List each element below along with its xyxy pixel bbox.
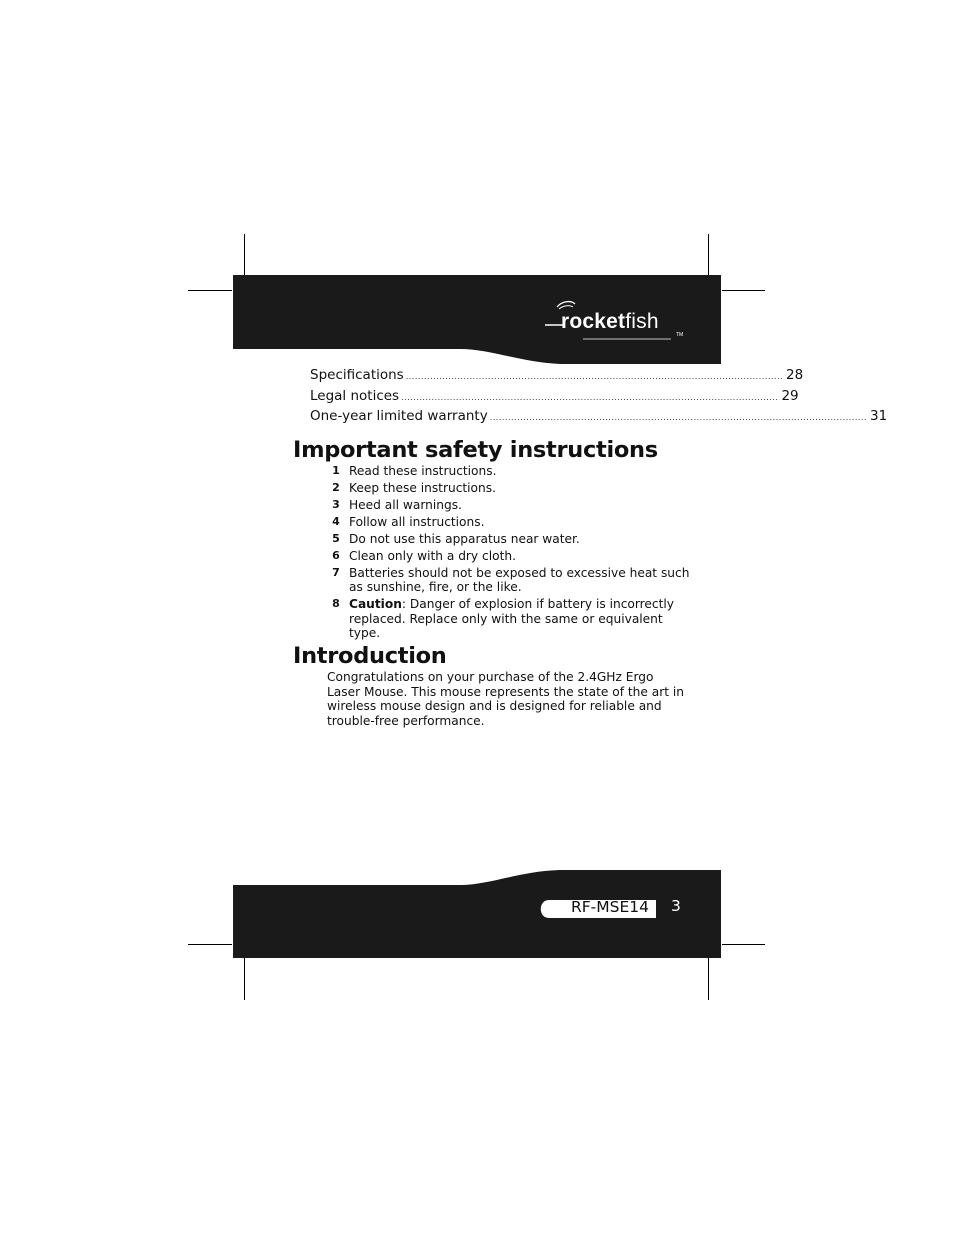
toc-entry-page: 29 (781, 387, 799, 404)
list-item-text: Heed all warnings. (349, 498, 462, 512)
logo-word-rocket: rocket (561, 310, 626, 333)
toc-leader-dots: ............................................................................................................................ (401, 392, 779, 402)
list-item-text: Read these instructions. (349, 464, 497, 478)
caution-label: Caution (349, 597, 402, 612)
list-item-number: 4 (332, 515, 340, 528)
list-item-number: 1 (332, 464, 340, 477)
safety-heading: Important safety instructions (293, 437, 658, 463)
introduction-heading: Introduction (293, 643, 447, 669)
list-item-number: 2 (332, 481, 340, 494)
page-number: 3 (671, 897, 681, 915)
logo-trademark: TM (676, 332, 684, 338)
toc-entry-title: Legal notices (310, 387, 400, 404)
list-item-number: 8 (332, 597, 340, 611)
list-item-text: Clean only with a dry cloth. (349, 549, 516, 563)
list-item-text: Do not use this apparatus near water. (349, 532, 580, 546)
list-item-text: Follow all instructions. (349, 515, 485, 529)
list-item-text: Keep these instructions. (349, 481, 496, 495)
introduction-paragraph: Congratulations on your purchase of the 2.4GHz Ergo Laser Mouse. This mouse represents the state of the art in wireless mouse design and is designed for reliable and trouble-free performance. (327, 670, 684, 728)
list-item-text: Batteries should not be exposed to excessive heat such as sunshine, fire, or the like. (349, 566, 690, 595)
toc-entry-title: One-year limited warranty (310, 408, 488, 425)
caution-text: : Danger of explosion if battery is incorrectly replaced. Replace only with the same or equivalent type. (349, 597, 674, 641)
toc-leader-dots: ............................................................................................................................ (405, 372, 784, 381)
toc-entry-title: Specifications (310, 367, 404, 383)
toc-entry-page: 31 (870, 408, 888, 425)
list-item-number: 3 (332, 498, 340, 511)
list-item-number: 6 (332, 549, 340, 562)
logo-word-fish: fish (625, 310, 659, 333)
toc-leader-dots: ............................................................................................................................ (489, 413, 868, 423)
toc-entry-page: 28 (786, 367, 804, 383)
list-item-number: 7 (332, 566, 340, 579)
list-item-number: 5 (332, 532, 340, 545)
model-number: RF-MSE14 (571, 898, 650, 916)
